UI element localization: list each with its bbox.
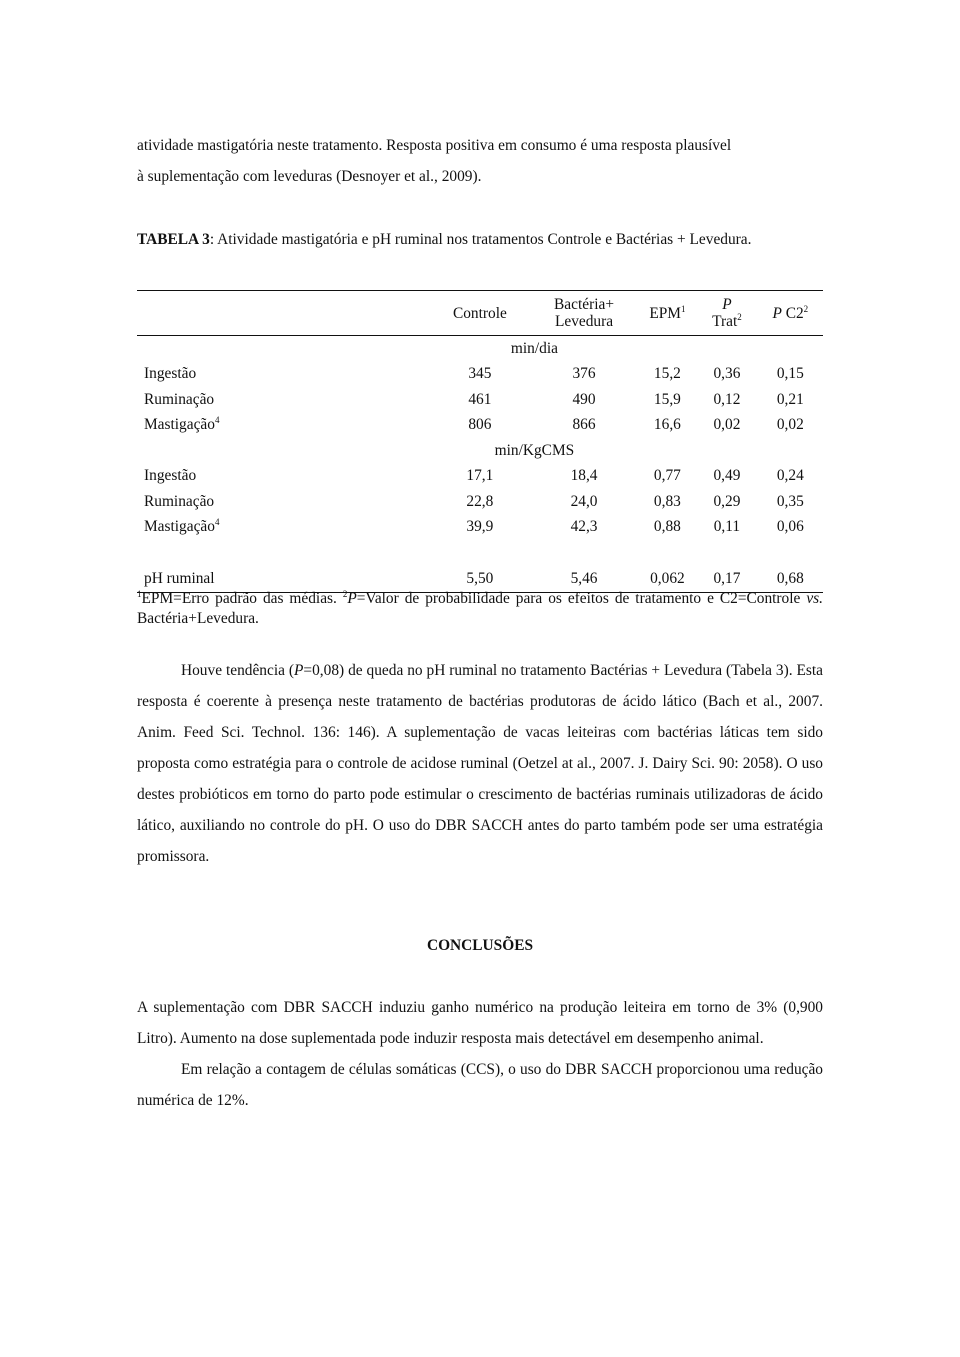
cell-epm: 0,77 (653, 467, 681, 485)
paragraph-ph-discussion: Houve tendência (P=0,08) de queda no pH ruminal no tratamento Bactérias + Levedura (Tabela 3). Esta resposta é coerente à presença neste tratamento de bactérias produtoras de ácido lático (Bach et al., 2007. Anim. Feed Sci. Technol. 136: 146). A suplementação de vacas leiteiras com bactérias láticas tem sido proposta como estratégia para o controle de acidose ruminal (Oetzel at al., 2007. J. Dairy Sci. 90: 2058). O uso destes probióticos em torno do parto pode estimular o crescimento de bactérias ruminais utilizadoras de ácido lático, auxiliando no controle do pH. O uso do DBR SACCH antes do parto também pode ser uma estratégia promissora. (137, 662, 823, 865)
rows-min-kgcms (137, 464, 823, 541)
cell-epm: 0,88 (653, 518, 681, 536)
intro-line-1: atividade mastigatória neste tratamento. Resposta positiva em consumo é uma resposta plausível (137, 137, 732, 154)
cell-pc2: 0,02 (776, 416, 804, 434)
cell-ptrat: 0,49 (713, 467, 741, 485)
rows-min-dia (137, 362, 823, 439)
header-p-trat: P Trat$^2$ (712, 296, 742, 330)
cell-pc2: 0,15 (776, 365, 804, 383)
unit-min-dia: min/dia (510, 339, 558, 357)
cell-ptrat: 0,12 (713, 390, 741, 408)
cell-bacteria: 42,3 (570, 518, 598, 536)
cell-pc2: 0,21 (776, 390, 804, 408)
cell-controle: 17,1 (466, 467, 494, 485)
cell-ptrat: 0,02 (713, 416, 741, 434)
cell-epm: 16,6 (653, 416, 681, 434)
unit-min-kgcms: min/KgCMS (494, 441, 575, 459)
row-label: Ingestão (144, 467, 197, 485)
cell-ptrat: 0,11 (713, 518, 741, 536)
intro-paragraph (137, 130, 823, 192)
cell-ptrat: 0,36 (713, 365, 741, 383)
unit-row-min-kgcms (137, 438, 823, 464)
cell-epm: 0,83 (653, 492, 681, 510)
table-3 (137, 290, 823, 593)
header-epm: EPM$^1$ (649, 303, 686, 322)
cell-pc2: 0,68 (776, 569, 804, 587)
cell-bacteria: 24,0 (570, 492, 598, 510)
cell-pc2: 0,06 (776, 518, 804, 536)
conclusions-body (137, 992, 823, 1116)
header-p-c2: P $C2^2$ (772, 303, 809, 322)
table-footnote: $^1$EPM=Erro padrão das médias. $^2$P=Valor de probabilidade para os efeitos de tratamento e C2=Controle vs. Bactéria+Levedura. (137, 588, 823, 627)
conclusion-paragraph-2: Em relação a contagem de células somáticas (CCS), o uso do DBR SACCH proporcionou uma redução numérica de 12%. (137, 1061, 823, 1109)
table-row (137, 387, 823, 413)
header-bacteria-levedura: Bactéria+ Levedura (554, 296, 614, 330)
cell-pc2: 0,35 (776, 492, 804, 510)
table-caption (137, 230, 823, 250)
conclusion-paragraph-1: A suplementação com DBR SACCH induziu ganho numérico na produção leiteira em torno de 3% (0,900 Litro). Aumento na dose suplementada pode induzir resposta mais detectável em desempenho animal. (137, 999, 823, 1047)
cell-controle: 461 (468, 390, 492, 408)
row-label: Mastigação$^4$ (144, 517, 220, 536)
header-controle: Controle (452, 304, 507, 322)
table-row (137, 464, 823, 490)
intro-line-2: à suplementação com leveduras (Desnoyer et al., 2009). (137, 168, 482, 185)
table-row (137, 413, 823, 439)
cell-epm: 0,062 (650, 569, 685, 587)
table-header-row (137, 291, 823, 336)
cell-controle: 806 (468, 416, 492, 434)
cell-ptrat: 0,29 (713, 492, 741, 510)
cell-controle: 39,9 (466, 518, 494, 536)
cell-epm: 15,2 (653, 365, 681, 383)
row-label: Mastigação$^4$ (144, 415, 220, 434)
table-label: TABELA 3 (137, 231, 210, 248)
cell-epm: 15,9 (653, 390, 681, 408)
cell-controle: 22,8 (466, 492, 494, 510)
cell-bacteria: 376 (572, 365, 596, 383)
table-row (137, 489, 823, 515)
cell-bacteria: 18,4 (570, 467, 598, 485)
table-row (137, 515, 823, 541)
cell-controle: 5,50 (466, 569, 494, 587)
cell-bacteria: 866 (572, 416, 596, 434)
row-label: Ingestão (144, 365, 197, 383)
cell-bacteria: 5,46 (570, 569, 598, 587)
row-label: Ruminação (144, 492, 215, 510)
unit-row-min-dia (137, 336, 823, 362)
cell-ptrat: 0,17 (713, 569, 741, 587)
table-caption-text: : Atividade mastigatória e pH ruminal nos tratamentos Controle e Bactérias + Levedura. (209, 231, 752, 248)
cell-bacteria: 490 (572, 390, 596, 408)
conclusions-heading: CONCLUSÕES (426, 937, 534, 954)
cell-controle: 345 (468, 365, 492, 383)
table-row (137, 362, 823, 388)
row-label: Ruminação (144, 390, 215, 408)
cell-pc2: 0,24 (776, 467, 804, 485)
row-label: pH ruminal (144, 569, 215, 587)
